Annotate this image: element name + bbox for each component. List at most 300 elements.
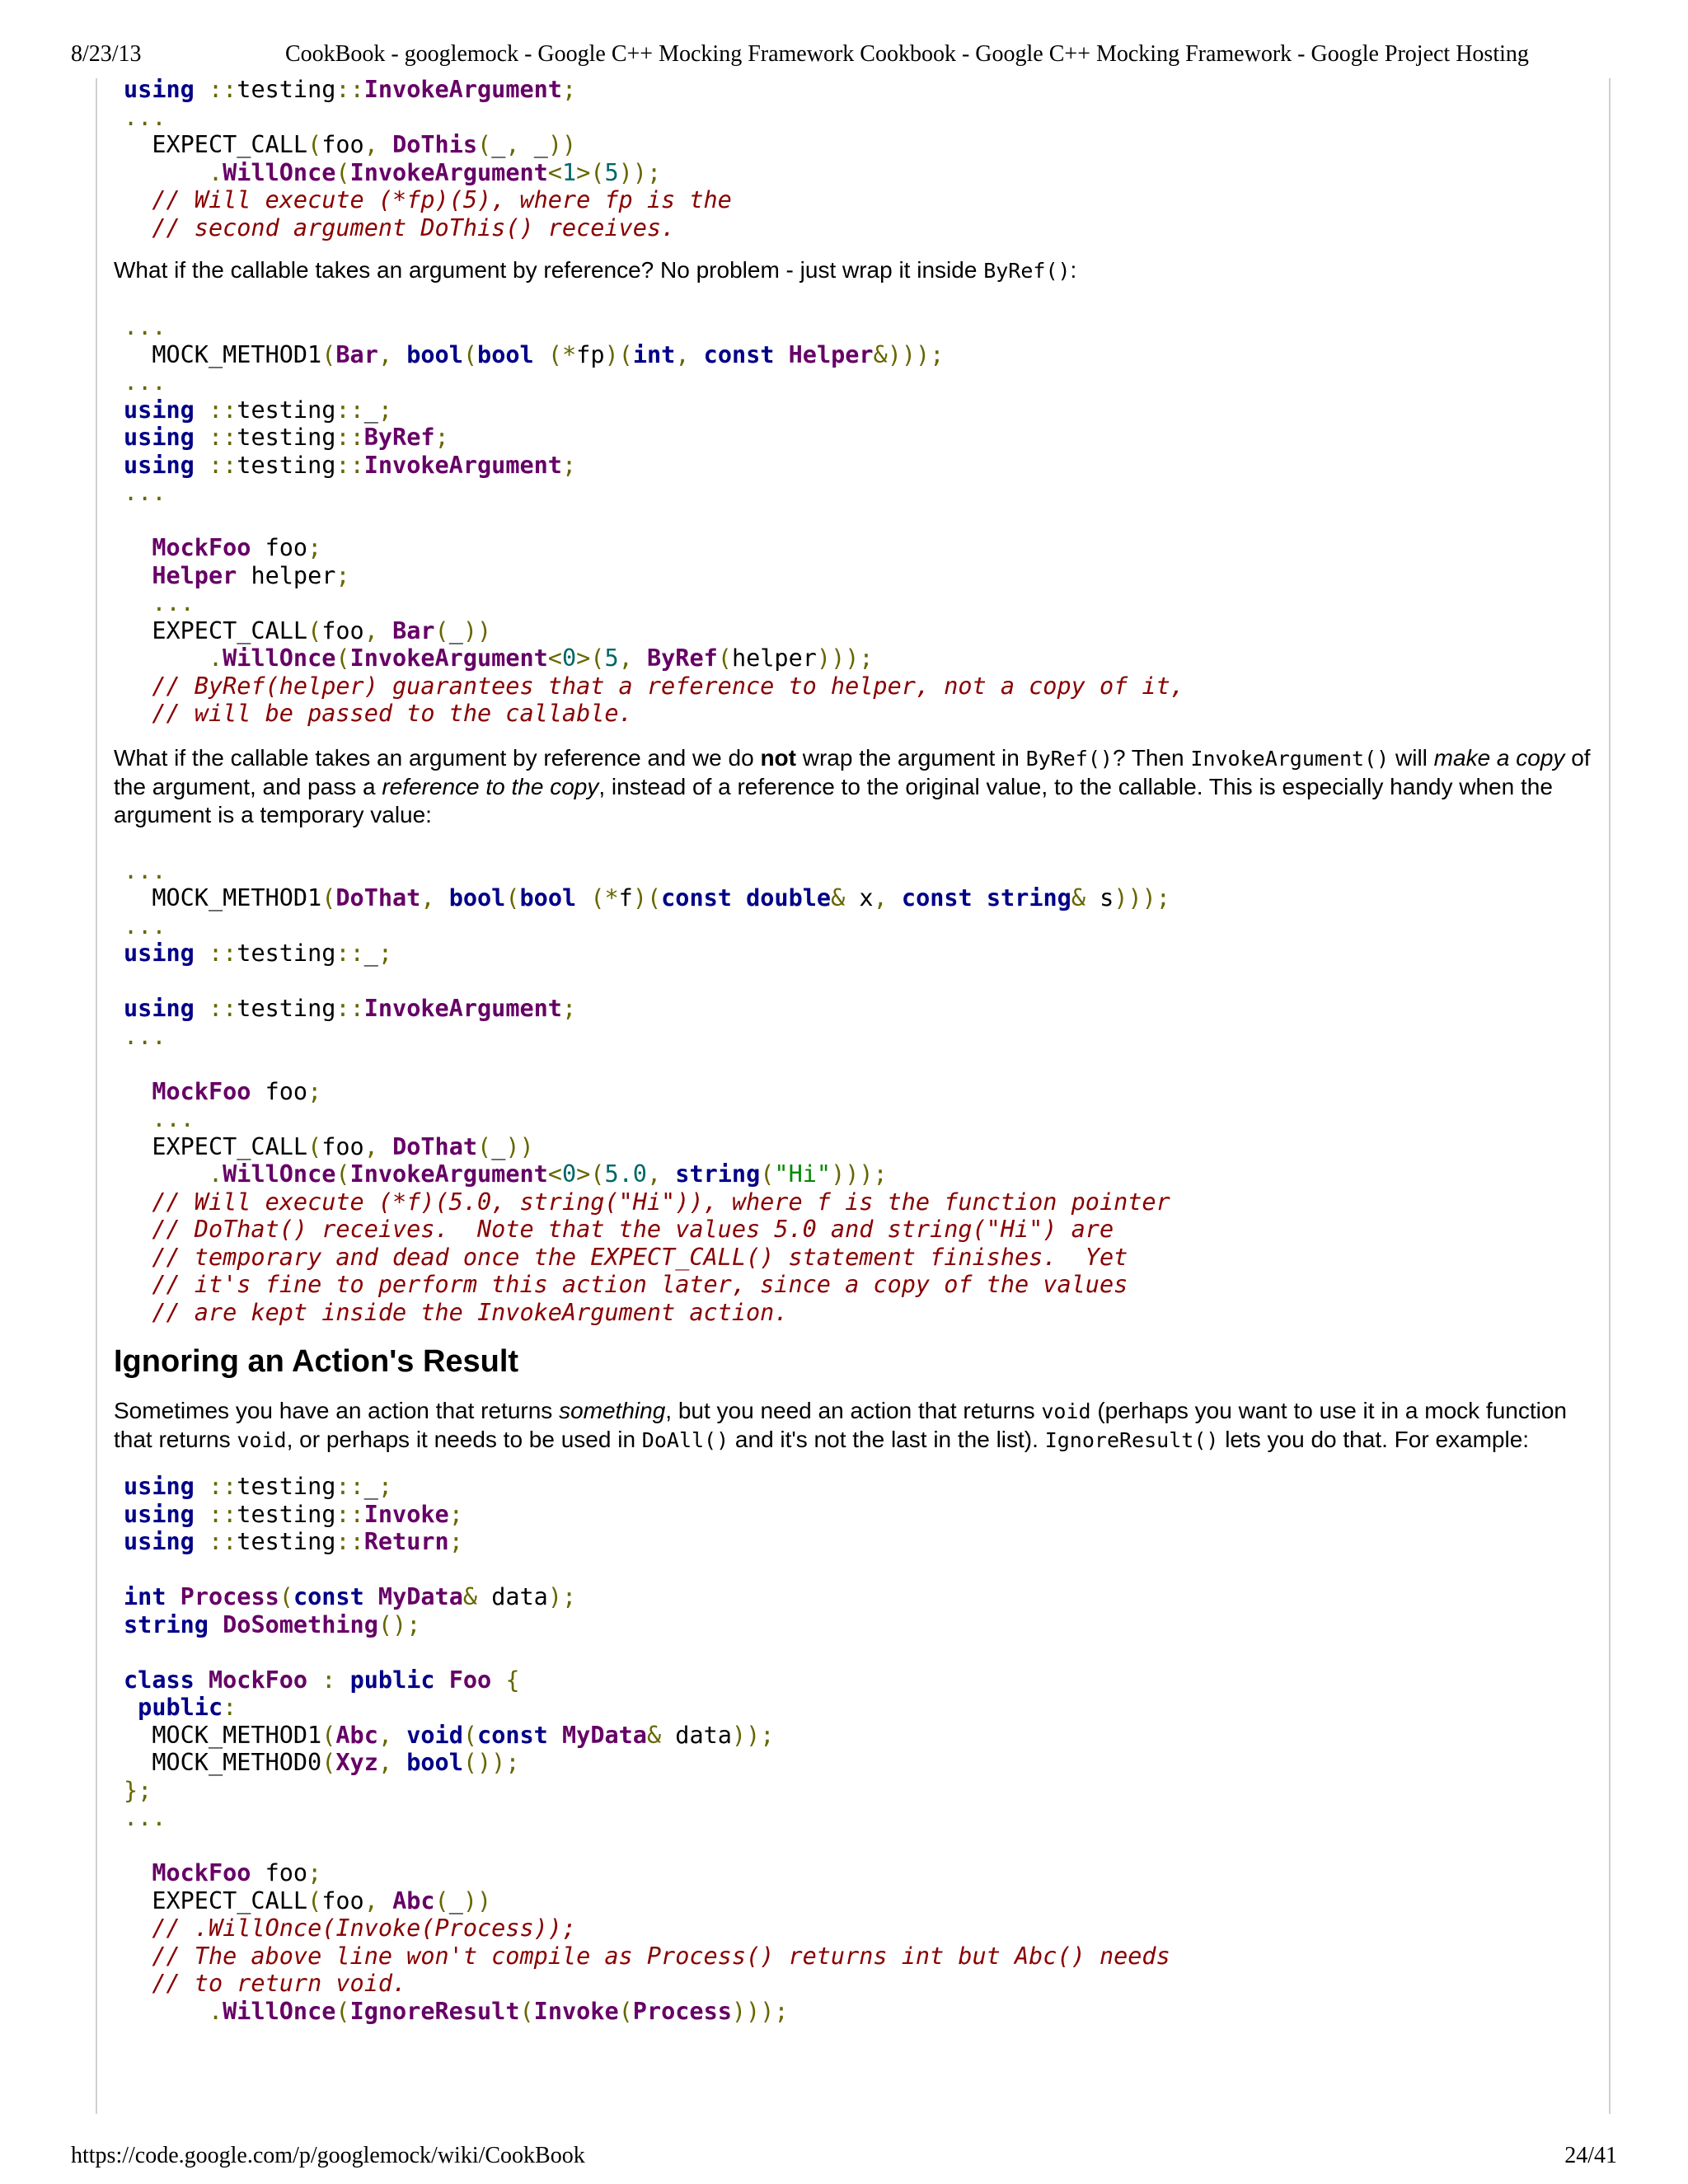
code-line (124, 1722, 1597, 1750)
code-token (364, 1583, 378, 1610)
code-token: MockFoo (152, 1859, 251, 1886)
code-token (166, 1583, 180, 1610)
code-token (195, 424, 209, 451)
code-token (124, 1078, 152, 1105)
code-token: ; (561, 995, 577, 1022)
code-token: MyData (377, 1583, 463, 1610)
code-token: . (208, 1160, 223, 1188)
code-token: foo (251, 1859, 308, 1886)
code-token: ... (124, 103, 166, 131)
code-token: _ (491, 131, 506, 158)
text: Sometimes you have an action that returns (114, 1398, 560, 1423)
code-token: ))); (731, 1997, 789, 2025)
code-token: . (208, 644, 223, 672)
print-page-number: 24/41 (1564, 2143, 1617, 2168)
code-token (124, 1859, 152, 1886)
code-line (124, 1832, 1597, 1860)
code-token: ( (505, 884, 520, 912)
code-line (124, 1666, 1597, 1694)
code-token: Xyz (335, 1749, 378, 1776)
code-token: // second argument DoThis() receives. (152, 213, 676, 241)
code-token: ))); (816, 644, 874, 672)
code-line (124, 617, 1597, 645)
code-token: foo (321, 1132, 364, 1160)
code-token: ( (321, 340, 336, 368)
code-token: < (547, 644, 562, 672)
code-line (124, 1501, 1597, 1529)
code-token: :: (208, 940, 237, 967)
code-line (124, 1694, 1597, 1722)
bold-text: not (760, 744, 796, 771)
print-footer (71, 2143, 1617, 2176)
code-token: fp (576, 340, 605, 368)
code-token (124, 1244, 152, 1271)
italic-text: make a copy (1433, 744, 1565, 771)
code-token (124, 1694, 138, 1721)
inline-code: void (1041, 1399, 1091, 1423)
code-token (124, 1216, 152, 1243)
code-token (195, 76, 209, 103)
print-header (71, 41, 1617, 74)
code-token: (* (590, 884, 619, 912)
code-token: 0 (561, 644, 577, 672)
code-token: & (831, 884, 846, 912)
code-line (124, 1244, 1597, 1272)
code-token: Foo (448, 1666, 492, 1694)
code-token: int (632, 340, 676, 368)
code-token: WillOnce (223, 644, 336, 672)
code-token: ; (434, 424, 449, 451)
code-token (124, 186, 152, 213)
code-token: testing (237, 396, 336, 424)
code-token: :: (335, 940, 364, 967)
inline-code: ByRef() (1025, 746, 1113, 771)
code-token (195, 1473, 209, 1500)
code-token: public (349, 1666, 435, 1694)
code-token: // to return void. (152, 1970, 407, 1997)
italic-text: something (559, 1398, 666, 1423)
code-token: public (138, 1694, 223, 1721)
code-token (124, 1970, 152, 1997)
code-token: , (505, 131, 520, 158)
code-token: :: (208, 396, 237, 424)
code-token: ( (462, 1721, 478, 1749)
code-line (124, 1188, 1597, 1216)
code-token: // ByRef(helper) guarantees that a reference to helper, not a copy of it, (152, 672, 1184, 700)
code-token: WillOnce (223, 1160, 336, 1188)
code-token (774, 341, 788, 368)
text: and it's not the last in the list). (729, 1427, 1045, 1452)
code-token: )( (604, 340, 633, 368)
code-token: ; (307, 1077, 322, 1105)
code-token: , (377, 340, 393, 368)
code-token: using (124, 940, 195, 967)
code-token (124, 1299, 152, 1326)
code-token: < (547, 1160, 562, 1188)
code-token: , (363, 1886, 378, 1915)
code-token: const (661, 884, 732, 912)
code-line (124, 884, 1597, 912)
code-token: using (124, 396, 195, 424)
code-token (633, 644, 647, 672)
code-token: // Will execute (*f)(5.0, string("Hi")), where f is the function pointer (152, 1188, 1170, 1216)
print-page-title: CookBook - googlemock - Google C++ Mocking Framework Cookbook - Google C++ Mocking Framework - Google Project Hosting (285, 41, 1529, 67)
code-token: )) (462, 1886, 492, 1915)
code-token (534, 341, 548, 368)
code-token: using (124, 995, 195, 1022)
code-token: ... (152, 1105, 195, 1132)
code-token: InvokeArgument (363, 995, 562, 1022)
code-token (689, 341, 703, 368)
code-token: >( (576, 1160, 605, 1188)
code-token (378, 1133, 392, 1160)
inline-code: IgnoreResult() (1044, 1428, 1219, 1452)
code-line (124, 1583, 1597, 1611)
code-token: , (363, 1132, 378, 1160)
code-token: , (363, 616, 378, 644)
text: ? Then (1112, 744, 1191, 771)
text: What if the callable takes an argument by reference and we do (114, 744, 761, 771)
code-token: ... (124, 1022, 166, 1050)
code-line (124, 1887, 1597, 1915)
code-line (124, 313, 1597, 341)
code-line (124, 214, 1597, 242)
code-token: :: (335, 1528, 364, 1555)
code-line (124, 1998, 1597, 2026)
code-token: testing (237, 424, 336, 451)
code-token: bool (519, 884, 577, 912)
code-token: >( (576, 644, 605, 672)
code-token (335, 1666, 349, 1694)
code-token (392, 1722, 406, 1749)
code-token: ( (462, 340, 478, 368)
code-token (195, 1528, 209, 1555)
code-line (124, 396, 1597, 424)
code-token: ; (448, 1500, 463, 1528)
code-token (576, 884, 590, 912)
code-token: ... (124, 856, 166, 884)
code-token (888, 884, 902, 912)
code-token: ( (307, 616, 322, 644)
code-token (124, 589, 152, 616)
code-token: MOCK_METHOD1 (124, 884, 322, 912)
code-line (124, 507, 1597, 535)
code-token: string (675, 1160, 761, 1188)
code-token: Invoke (533, 1997, 619, 2025)
text: (perhaps you want to use it in a mock function that returns (114, 1398, 1567, 1452)
code-token: testing (237, 1473, 336, 1500)
code-token: _ (363, 396, 378, 424)
code-line (124, 1804, 1597, 1832)
code-line (124, 534, 1597, 562)
code-token: DoThat (335, 884, 421, 912)
code-token: ))); (831, 1160, 888, 1188)
code-token: ( (519, 1997, 534, 2025)
code-token (435, 1666, 449, 1694)
code-token: foo (321, 131, 364, 158)
code-token (124, 644, 209, 672)
code-token: ()); (462, 1749, 520, 1776)
code-token: (); (377, 1610, 421, 1638)
code-token: WillOnce (223, 158, 336, 186)
code-token: bool (406, 340, 463, 368)
code-token: ; (561, 76, 577, 103)
code-line (124, 424, 1597, 452)
code-token: :: (208, 1500, 237, 1528)
paragraph-no-byref (114, 744, 1597, 829)
code-token: const (901, 884, 973, 912)
code-token (392, 341, 406, 368)
code-token: ( (477, 1132, 492, 1160)
code-line (124, 1050, 1597, 1078)
code-token: ( (321, 884, 336, 912)
code-line (124, 341, 1597, 369)
code-line (124, 857, 1597, 885)
code-token: _ (519, 131, 548, 158)
code-line (124, 912, 1597, 940)
code-line (124, 1970, 1597, 1998)
code-token: ( (307, 1886, 322, 1915)
code-token: :: (335, 1500, 364, 1528)
code-token: :: (208, 1473, 237, 1500)
code-token: ( (335, 1997, 350, 2025)
text: will (1389, 744, 1434, 771)
code-token: 0 (561, 1160, 577, 1188)
code-line (124, 1473, 1597, 1501)
code-token: foo (251, 534, 308, 561)
code-token: , (420, 884, 435, 912)
code-token (195, 940, 209, 967)
code-token: f (618, 884, 633, 912)
code-line (124, 673, 1597, 701)
code-token: // are kept inside the InvokeArgument action. (152, 1298, 789, 1326)
code-line (124, 1611, 1597, 1639)
code-token: s (1085, 884, 1114, 912)
code-line (124, 1556, 1597, 1584)
code-token: , (363, 131, 378, 158)
code-token: DoThat (392, 1132, 478, 1160)
code-line (124, 479, 1597, 507)
code-token: InvokeArgument (363, 451, 562, 479)
code-token: :: (208, 995, 237, 1022)
code-token: const (293, 1583, 364, 1610)
code-token: ; (377, 940, 393, 967)
code-token (392, 1749, 406, 1776)
code-token: ( (618, 1997, 633, 2025)
code-token: ( (477, 131, 492, 158)
code-token (195, 452, 209, 479)
code-line (124, 452, 1597, 480)
code-token: const (477, 1721, 548, 1749)
code-token: ( (321, 1749, 336, 1776)
code-token: }; (124, 1776, 152, 1804)
code-token: :: (208, 76, 237, 103)
code-token: < (547, 158, 562, 186)
code-token: ( (307, 1132, 322, 1160)
code-line (124, 1078, 1597, 1106)
code-token: EXPECT_CALL (124, 1886, 308, 1915)
content-border-right (1609, 78, 1611, 2114)
code-line (124, 940, 1597, 968)
code-line (124, 368, 1597, 396)
code-token: void (406, 1721, 463, 1749)
code-token: )) (547, 131, 577, 158)
code-token: foo (321, 616, 364, 644)
code-token: class (124, 1666, 195, 1694)
code-token: ; (448, 1528, 463, 1555)
code-token: :: (335, 1473, 364, 1500)
code-token (195, 995, 209, 1022)
code-token: InvokeArgument (349, 158, 548, 186)
code-token: MOCK_METHOD1 (124, 1721, 322, 1749)
code-token (378, 617, 392, 644)
code-token: InvokeArgument (349, 1160, 548, 1188)
code-block (114, 313, 1597, 728)
code-token: helper (237, 561, 336, 589)
code-token: // temporary and dead once the EXPECT_CALL() statement finishes. Yet (152, 1243, 1128, 1271)
code-token (124, 534, 152, 561)
code-token: Process (632, 1997, 732, 2025)
code-line (124, 968, 1597, 996)
code-line (124, 589, 1597, 617)
code-token: string (124, 1610, 209, 1638)
code-token: , (646, 1160, 662, 1188)
code-token: :: (208, 1528, 237, 1555)
code-token: ... (152, 589, 195, 616)
code-token: testing (237, 940, 336, 967)
code-token: _ (491, 1132, 506, 1160)
code-token: :: (335, 76, 364, 103)
code-token: ; (307, 534, 322, 561)
code-line (124, 1271, 1597, 1299)
code-token (124, 1943, 152, 1970)
code-token: , (377, 1721, 393, 1749)
code-token (378, 1887, 392, 1915)
code-token (124, 1105, 152, 1132)
code-token (124, 1271, 152, 1298)
code-token (124, 1998, 209, 2025)
code-line (124, 1216, 1597, 1244)
code-token (124, 562, 152, 589)
code-token: EXPECT_CALL (124, 616, 308, 644)
code-token: ByRef (363, 424, 435, 451)
code-token: bool (406, 1749, 463, 1776)
code-token: Process (180, 1583, 279, 1610)
code-token: _ (363, 1473, 378, 1500)
code-token: string (986, 884, 1071, 912)
code-token (435, 884, 449, 912)
inline-code: void (237, 1428, 287, 1452)
code-token: foo (321, 1886, 364, 1915)
code-token (195, 1501, 209, 1528)
code-line (124, 1133, 1597, 1161)
code-token (124, 214, 152, 241)
code-token: )( (632, 884, 662, 912)
code-token: (* (547, 340, 577, 368)
code-token (732, 884, 746, 912)
code-token: x (845, 884, 874, 912)
code-token: ( (335, 644, 350, 672)
code-token: ... (124, 912, 166, 940)
code-token: DoThis (392, 131, 478, 158)
text: What if the callable takes an argument by reference? No problem - just wrap it inside (114, 257, 984, 283)
code-token: "Hi" (774, 1160, 832, 1188)
code-token: InvokeArgument (363, 76, 562, 103)
code-token: // The above line won't compile as Process() returns int but Abc() needs (152, 1942, 1170, 1970)
code-token (124, 1160, 209, 1188)
code-token: { (505, 1666, 520, 1694)
code-token: _ (448, 1886, 463, 1915)
text: : (1070, 257, 1077, 283)
code-token: testing (237, 1500, 336, 1528)
code-token: bool (477, 340, 534, 368)
code-block (114, 857, 1597, 1327)
code-token (973, 884, 987, 912)
code-token (195, 396, 209, 424)
code-line (124, 1160, 1597, 1188)
code-token: Return (363, 1528, 449, 1555)
code-line (124, 1777, 1597, 1805)
code-line (124, 1528, 1597, 1556)
code-token: ( (434, 1886, 449, 1915)
code-token: , (675, 340, 690, 368)
code-token (378, 131, 392, 158)
code-token: MockFoo (152, 534, 251, 561)
code-token: using (124, 76, 195, 103)
code-token (209, 1611, 223, 1638)
code-token: double (746, 884, 832, 912)
print-url: https://code.google.com/p/googlemock/wiki/CookBook (71, 2143, 585, 2168)
code-token: helper (731, 644, 817, 672)
text: , or perhaps it needs to be used in (286, 1427, 642, 1452)
code-token: ( (335, 158, 350, 186)
code-line (124, 131, 1597, 159)
italic-text: reference to the copy (382, 773, 599, 799)
code-line (124, 1749, 1597, 1777)
code-token: using (124, 451, 195, 479)
code-token: ); (547, 1583, 577, 1610)
code-token: & (646, 1721, 662, 1749)
content-border-left (96, 78, 97, 2114)
text: , instead of a reference to the original value, to the callable. This is especially handy when the argument is a temporary value: (114, 773, 1553, 827)
code-token: ( (717, 644, 732, 672)
code-token: int (124, 1583, 166, 1610)
print-date: 8/23/13 (71, 41, 142, 67)
code-token: )) (505, 1132, 534, 1160)
code-token (307, 1666, 321, 1694)
inline-code: DoAll() (641, 1428, 729, 1452)
code-token: Invoke (363, 1500, 449, 1528)
code-line (124, 76, 1597, 104)
code-token: MOCK_METHOD0 (124, 1749, 322, 1776)
code-token: using (124, 1500, 195, 1528)
paragraph-ignore-result (114, 1397, 1597, 1455)
code-token: data (661, 1721, 732, 1749)
code-token: ; (335, 561, 350, 589)
code-token (124, 159, 209, 186)
code-token: ByRef (646, 644, 718, 672)
code-token: MyData (562, 1721, 647, 1749)
code-line (124, 1023, 1597, 1051)
code-token: )) (462, 616, 492, 644)
code-token: const (703, 340, 775, 368)
code-token: ... (124, 1804, 166, 1831)
code-line (124, 995, 1597, 1023)
code-token (124, 673, 152, 700)
text: , but you need an action that returns (665, 1398, 1042, 1423)
code-token: ( (321, 1721, 336, 1749)
code-token: foo (251, 1077, 308, 1105)
